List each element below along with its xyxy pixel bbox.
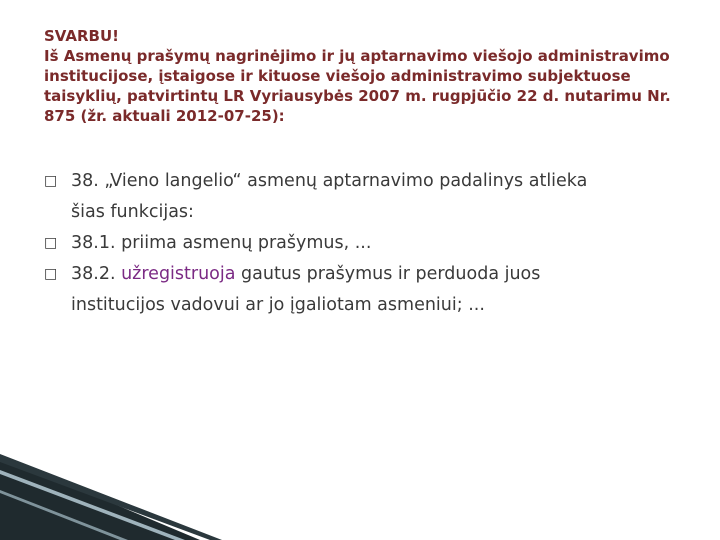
bullet-2-line-1: 38.1. priima asmenų prašymus, ... [71, 233, 372, 253]
heading-line-1: SVARBU! [44, 27, 120, 45]
heading-line-4: taisyklių, patvirtintų LR Vyriausybės 2007 m. rugpjūčio 22 d. nutarimu Nr. [44, 87, 671, 105]
bullet-box-icon: □ [44, 266, 58, 282]
highlighted-word: užregistruoja [121, 264, 236, 284]
corner-decoration [0, 440, 720, 540]
bullet-3-prefix: 38.2. [71, 264, 122, 284]
bullet-3-line-1 [71, 259, 694, 290]
list-item [44, 166, 694, 228]
bullet-3-line-2: institucijos vadovui ar jo įgaliotam asmeniui; ... [71, 295, 485, 315]
bullet-box-icon: □ [44, 235, 58, 251]
bullet-list [44, 166, 694, 321]
heading-line-3: institucijose, įstaigose ir kituose viešojo administravimo subjektuose [44, 67, 631, 85]
list-item [44, 228, 694, 259]
list-item [44, 259, 694, 321]
slide-heading [44, 26, 684, 126]
bullet-1-line-2: šias funkcijas: [71, 202, 194, 222]
bullet-3-suffix: gautus prašymus ir perduoda juos [235, 264, 541, 284]
bullet-box-icon: □ [44, 173, 58, 189]
bullet-1-line-1: 38. „Vieno langelio“ asmenų aptarnavimo padalinys atlieka [71, 171, 588, 191]
heading-line-5: 875 (žr. aktuali 2012-07-25): [44, 107, 285, 125]
heading-line-2: Iš Asmenų prašymų nagrinėjimo ir jų aptarnavimo viešojo administravimo [44, 47, 670, 65]
